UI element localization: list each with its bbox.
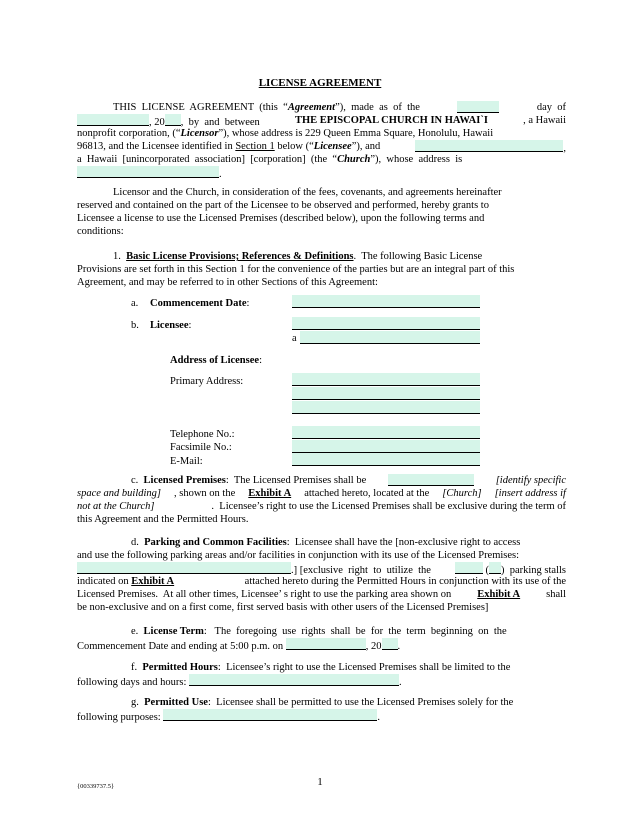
facsimile-label: Facsimile No.: — [170, 442, 232, 453]
telephone-label: Telephone No.: — [170, 429, 235, 440]
licensee-name-field[interactable] — [292, 317, 480, 330]
recital-paragraph: Licensor and the Church, in consideration of the fees, covenants, and agreements hereinafter reserved and contained on the part of the Licensee to be observed and performed, hereby grants to Licensee a license to use the Licensed Premises (described below), upon the following terms and conditions: — [77, 187, 502, 237]
exhibit-a-link-3[interactable]: Exhibit A — [477, 589, 521, 600]
premises-field[interactable] — [388, 474, 474, 486]
intro-line-2: , 20 , by and between THE EPISCOPAL CHURCH IN HAWAI`I , a Hawaii — [77, 114, 566, 127]
church-name: THE EPISCOPAL CHURCH IN HAWAI`I — [295, 115, 488, 126]
church-entity-field[interactable] — [415, 140, 563, 152]
exhibit-a-link[interactable]: Exhibit A — [248, 488, 292, 499]
intro-line-4: 96813, and the Licensee identified in Section 1 below (“Licensee”), and , — [77, 141, 566, 154]
month-field[interactable] — [77, 114, 149, 126]
stall-count-words-field[interactable] — [455, 562, 483, 574]
intro-line-6: . — [77, 166, 566, 179]
document-page: LICENSE AGREEMENT THIS LICENSE AGREEMENT (this “Agreement”), made as of the day of , 20 , by and between THE EPISCOPAL CHURCH IN HAWAI`I , a Hawaii nonprofit corporation, (“Licensor”), whose address is 229 Queen Emma Square, Honolulu, Hawaii 96813, and the Licensee identified in Section 1 below (“Licensee”), and , a Hawaii [unincorporated association] [corporation] (the “Church”), whose address is . Licensor and the Church, in consideration of the fees, covenants, and agreements hereinafter reserved and contained on the part of the Licensee to be observed and performed, hereby grants to Licensee a license to use the Licensed Premises (described below), upon the following terms and conditions: 1. Basic License Provisions; References & Definitions. The following Basic License Provisions are set forth in this Section 1 for the convenience of the parties but are an integral part of this Agreement, and may be referred to in other Sections of this Agreement: a. Commencement Date: b. Licensee: a Address of Licensee: Primary Address: Telephone No.: Facsimile No.: E-Mail: c. Licensed Premises: The Licensed Premises shall be [identify specific space and building] , shown on the Exhibit A attached hereto, located at the [Church] [insert address if not at the Church] . Licensee’s right to use the Licensed Premises shall be exclusive during the term of this Agreement and the Permitted Hours. d. Parking and Common Facilities: Licensee shall have the [non-exclusive right to access and use the following parking areas and/or facilities in conjunction with its use of the Licensed Premises: .] [exclusive right to utilize the ( ) parking stalls indicated on Exhibit A attached hereto during the Permitted Hours in conjunction with its use of the Licensed Premises. At all other times, Licensee’ s right to use the parking area shown on Exhibit A shall be non-exclusive and on a first come, first served basis with other users of the Licensed Premises] e. License Term: The foregoing use rights shall be for the term beginning on the Commencement Date and ending at 5:00 p.m. on , 20 . f. Permitted Hours: Licensee’s right to use the Licensed Premises shall be limited to the following days and hours: . g. Permitted Use: Licensee shall be permitted to use the Licensed Premises solely for the following purposes: . {00339737.5} 1 — [0, 0, 640, 828]
address-heading: Address of Licensee: — [170, 355, 262, 366]
address-line-1-field[interactable] — [292, 373, 480, 386]
commencement-date-label: Commencement Date: — [150, 298, 250, 309]
parking-paragraph: d. Parking and Common Facilities: Licensee shall have the [non-exclusive right to access and use the following parking areas and/or facilities in conjunction with its use of the Licensed Premises: .] [exclusive right to utilize the ( ) parking stalls indicated on Exhibit A attached hereto during the Permitted Hours in conjunction with its use of the Licensed Premises. At all other times, Licensee’ s right to use the parking area shown on Exhibit A shall be non-exclusive and on a first come, first served basis with other users of the Licensed Premises] — [77, 537, 566, 613]
facsimile-field[interactable] — [292, 440, 480, 453]
address-line-2-field[interactable] — [292, 387, 480, 400]
permitted-hours-paragraph: f. Permitted Hours: Licensee’s right to use the Licensed Premises shall be limited to the following days and hours: . — [77, 662, 511, 688]
email-field[interactable] — [292, 453, 480, 466]
end-year-field[interactable] — [382, 638, 398, 650]
year-field[interactable] — [165, 114, 181, 126]
section-1-paragraph: 1. Basic License Provisions; References & Definitions. The following Basic License Provisions are set forth in this Section 1 for the convenience of the parties but are an integral part of this Agreement, and may be referred to in other Sections of this Agreement: — [77, 251, 515, 288]
day-field[interactable] — [457, 101, 499, 113]
parking-areas-field[interactable] — [77, 562, 291, 574]
section-1-link[interactable]: Section 1 — [235, 141, 275, 152]
license-term-paragraph: e. License Term: The foregoing use rights shall be for the term beginning on the Commencement Date and ending at 5:00 p.m. on , 20 . — [77, 626, 507, 652]
document-id: {00339737.5} — [77, 783, 115, 790]
address-line-3-field[interactable] — [292, 401, 480, 414]
stall-count-number-field[interactable] — [489, 562, 501, 574]
document-title: LICENSE AGREEMENT — [258, 77, 382, 89]
licensee-entity-field[interactable] — [300, 331, 480, 344]
church-address-field[interactable] — [77, 166, 219, 178]
exhibit-a-link-2[interactable]: Exhibit A — [131, 576, 175, 587]
email-label: E-Mail: — [170, 456, 203, 467]
licensed-premises-paragraph: c. Licensed Premises: The Licensed Premises shall be [identify specific space and building] , shown on the Exhibit A attached hereto, located at the [Church] [insert address if not at the Church] . Licensee’s right to use the Licensed Premises shall be exclusive during the term of this Agreement and the Permitted Hours. — [77, 475, 566, 525]
permitted-use-paragraph: g. Permitted Use: Licensee shall be permitted to use the Licensed Premises solely for the following purposes: . — [77, 697, 514, 723]
page-number: 1 — [317, 776, 323, 788]
primary-address-label: Primary Address: — [170, 376, 244, 387]
commencement-date-field[interactable] — [292, 295, 480, 308]
licensee-label: Licensee: — [150, 320, 192, 331]
permitted-use-field[interactable] — [163, 709, 377, 721]
telephone-field[interactable] — [292, 426, 480, 439]
intro-line-5: a Hawaii [unincorporated association] [corporation] (the “Church”), whose address is — [77, 154, 463, 165]
intro-line-1: THIS LICENSE AGREEMENT (this “Agreement”), made as of the day of — [113, 102, 566, 113]
end-date-field[interactable] — [286, 638, 366, 650]
section-1-heading: Basic License Provisions; References & Definitions — [126, 251, 354, 262]
intro-line-3: nonprofit corporation, (“Licensor”), whose address is 229 Queen Emma Square, Honolulu, Hawaii — [77, 128, 494, 139]
intro-paragraph — [77, 101, 566, 179]
permitted-hours-field[interactable] — [189, 674, 399, 686]
